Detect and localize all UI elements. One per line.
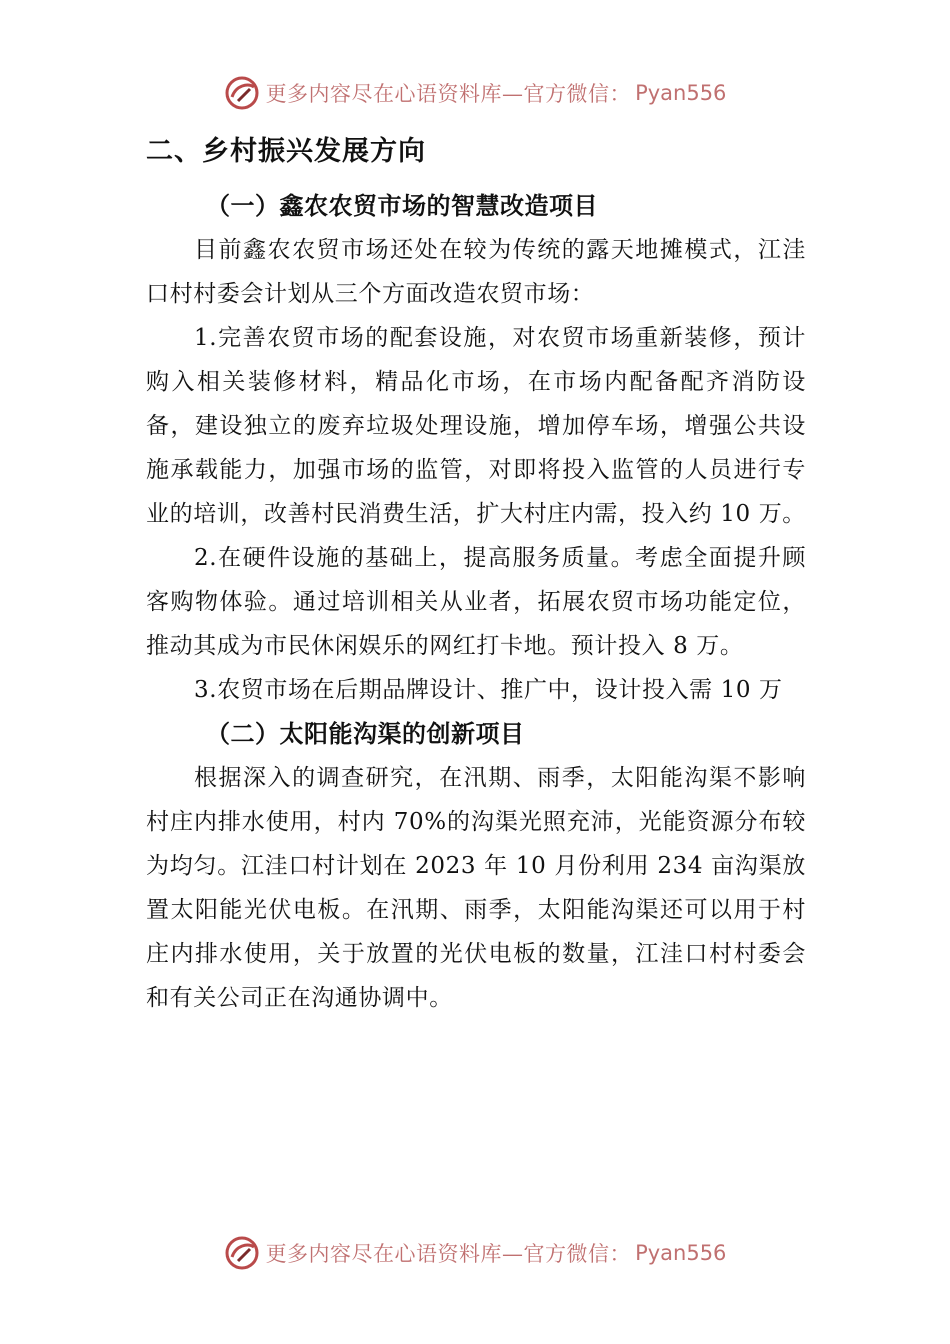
subsection-2-title: （二）太阳能沟渠的创新项目 bbox=[206, 720, 525, 748]
watermark-wechat-id: Pyan556 bbox=[635, 81, 727, 105]
subsection-1-paragraph-item-1: 1.完善农贸市场的配套设施，对农贸市场重新装修，预计购入相关装修材料，精品化市场，在市场内配备配齐消防设备，建设独立的废弃垃圾处理设施，增加停车场，增强公共设施承载能力，加强市场的监管，对即将投入监管的人员进行专业的培训，改善村民消费生活，扩大村庄内需，投入约 10 万。 bbox=[146, 325, 806, 527]
watermark-text: 更多内容尽在心语资料库—官方微信： bbox=[265, 1242, 632, 1266]
subsection-1-paragraph-intro: 目前鑫农农贸市场还处在较为传统的露天地摊模式，江洼口村村委会计划从三个方面改造农贸市场： bbox=[146, 237, 806, 307]
section-heading: 二、乡村振兴发展方向 bbox=[146, 136, 426, 167]
subsection-1-paragraph-item-3: 3.农贸市场在后期品牌设计、推广中，设计投入需 10 万 bbox=[194, 677, 783, 703]
watermark-logo-icon bbox=[224, 75, 260, 111]
subsection-2-paragraph: 根据深入的调查研究，在汛期、雨季，太阳能沟渠不影响村庄内排水使用，村内 70%的沟渠光照充沛，光能资源分布较为均匀。江洼口村计划在 2023 年 10 月份利用 234 亩沟渠放置太阳能光伏电板。在汛期、雨季，太阳能沟渠还可以用于村庄内排水使用，关于放置的光伏电板的数量，江洼口村村委会和有关公司正在沟通协调中。 bbox=[146, 765, 806, 1011]
watermark-logo-icon bbox=[224, 1235, 260, 1271]
subsection-1-title: （一）鑫农农贸市场的智慧改造项目 bbox=[206, 192, 598, 220]
subsection-1-paragraph-item-2: 2.在硬件设施的基础上，提高服务质量。考虑全面提升顾客购物体验。通过培训相关从业者，拓展农贸市场功能定位，推动其成为市民休闲娱乐的网红打卡地。预计投入 8 万。 bbox=[146, 545, 806, 659]
watermark-text: 更多内容尽在心语资料库—官方微信： bbox=[265, 82, 632, 106]
footer-watermark bbox=[0, 1228, 950, 1278]
watermark-wechat-id: Pyan556 bbox=[635, 1241, 727, 1265]
header-watermark bbox=[0, 68, 950, 118]
document-body bbox=[146, 130, 806, 1020]
